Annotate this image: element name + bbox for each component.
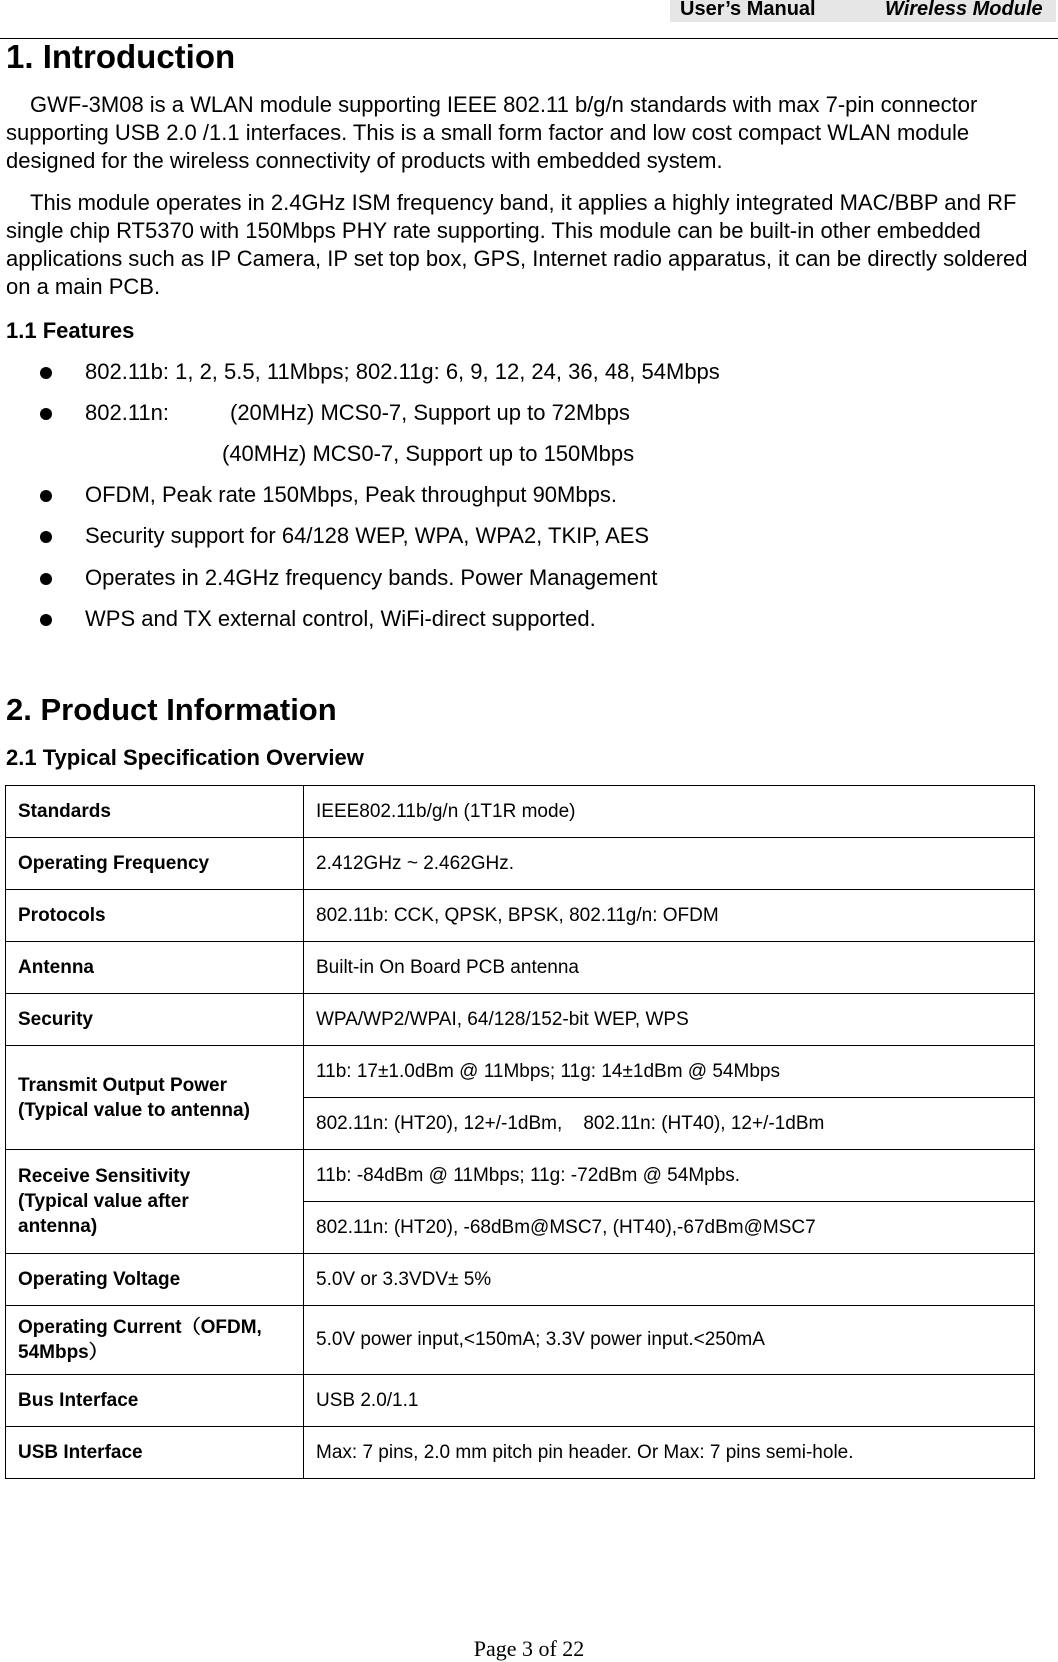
spec-key-line: (Typical value to antenna)	[18, 1099, 250, 1121]
intro-heading: 1. Introduction	[6, 38, 236, 75]
spec-value: Max: 7 pins, 2.0 mm pitch pin header. Or Max: 7 pins semi-hole.	[304, 1427, 1035, 1479]
spec-value: WPA/WP2/WPAI, 64/128/152-bit WEP, WPS	[304, 994, 1035, 1046]
spec-key	[6, 1306, 304, 1375]
table-row	[6, 890, 1035, 942]
spec-value: Built-in On Board PCB antenna	[304, 942, 1035, 994]
table-row	[6, 1254, 1035, 1306]
spec-key-line: antenna)	[18, 1216, 98, 1237]
spec-subheading: 2.1 Typical Specification Overview	[6, 745, 364, 770]
spec-value: 802.11b: CCK, QPSK, BPSK, 802.11g/n: OFDM	[304, 890, 1035, 942]
spec-key-line: 54Mbps）	[18, 1342, 108, 1363]
table-row	[6, 1046, 1035, 1098]
spec-key-line: Operating Current（OFDM,	[18, 1317, 262, 1338]
feature-text-20mhz: (20MHz) MCS0-7, Support up to 72Mbps	[230, 400, 630, 425]
table-row	[6, 1150, 1035, 1202]
feature-text: 802.11b: 1, 2, 5.5, 11Mbps; 802.11g: 6, 9, 12, 24, 36, 48, 54Mbps	[85, 359, 720, 384]
bullet-dot-icon	[40, 573, 52, 585]
spec-key	[6, 1150, 304, 1254]
spec-key: USB Interface	[6, 1427, 304, 1479]
table-row	[6, 994, 1035, 1046]
table-row	[6, 1375, 1035, 1427]
page-header	[0, 0, 1058, 39]
spec-key: Operating Voltage	[6, 1254, 304, 1306]
page-number: Page 3 of 22	[473, 1636, 585, 1661]
table-row	[6, 1306, 1035, 1375]
spec-value: 11b: 17±1.0dBm @ 11Mbps; 11g: 14±1dBm @ 54Mbps	[304, 1046, 1035, 1098]
spec-value: 5.0V power input,<150mA; 3.3V power input.<250mA	[304, 1306, 1035, 1375]
spec-key	[6, 1046, 304, 1150]
spec-key: Security	[6, 994, 304, 1046]
table-row	[6, 1427, 1035, 1479]
feature-text: Security support for 64/128 WEP, WPA, WPA2, TKIP, AES	[85, 523, 650, 548]
bullet-dot-icon	[40, 490, 52, 502]
bullet-dot-icon	[40, 408, 52, 420]
spec-table	[5, 785, 1035, 1479]
spec-key: Standards	[6, 786, 304, 838]
features-heading: 1.1 Features	[6, 318, 135, 343]
bullet-dot-icon	[40, 367, 52, 379]
bullet-dot-icon	[40, 531, 52, 543]
table-row	[6, 942, 1035, 994]
header-module-title: Wireless Module	[885, 0, 1043, 20]
feature-text: WPS and TX external control, WiFi-direct supported.	[85, 606, 596, 631]
spec-key: Bus Interface	[6, 1375, 304, 1427]
header-manual-title: User’s Manual	[680, 0, 816, 20]
spec-value: 5.0V or 3.3VDV± 5%	[304, 1254, 1035, 1306]
spec-key-line: Transmit Output Power	[18, 1074, 228, 1096]
intro-paragraph-2: This module operates in 2.4GHz ISM frequency band, it applies a highly integrated MAC/BBP and RF single chip RT5370 with 150Mbps PHY rate supporting. This module can be built-in other embedded applications such as IP Camera, IP set top box, GPS, Internet radio apparatus, it can be directly soldered on a main PCB.	[6, 190, 1028, 299]
spec-value: 802.11n: (HT20), 12+/-1dBm, 802.11n: (HT40), 12+/-1dBm	[304, 1098, 1035, 1150]
spec-key: Operating Frequency	[6, 838, 304, 890]
spec-value: IEEE802.11b/g/n (1T1R mode)	[304, 786, 1035, 838]
feature-text: Operates in 2.4GHz frequency bands. Power Management	[85, 565, 658, 590]
feature-text: 802.11n:	[85, 400, 170, 425]
spec-value: USB 2.0/1.1	[304, 1375, 1035, 1427]
table-row	[6, 786, 1035, 838]
spec-value: 11b: -84dBm @ 11Mbps; 11g: -72dBm @ 54Mpbs.	[304, 1150, 1035, 1202]
feature-text: OFDM, Peak rate 150Mbps, Peak throughput 90Mbps.	[85, 482, 617, 507]
spec-value: 2.412GHz ~ 2.462GHz.	[304, 838, 1035, 890]
product-heading: 2. Product Information	[6, 692, 337, 727]
feature-text-40mhz: (40MHz) MCS0-7, Support up to 150Mbps	[222, 441, 635, 466]
bullet-dot-icon	[40, 614, 52, 626]
spec-value: 802.11n: (HT20), -68dBm@MSC7, (HT40),-67dBm@MSC7	[304, 1202, 1035, 1254]
table-row	[6, 838, 1035, 890]
spec-key: Protocols	[6, 890, 304, 942]
spec-key-line: Receive Sensitivity	[18, 1166, 191, 1187]
spec-key: Antenna	[6, 942, 304, 994]
intro-paragraph-1: GWF-3M08 is a WLAN module supporting IEEE 802.11 b/g/n standards with max 7-pin connector supporting USB 2.0 /1.1 interfaces. This is a small form factor and low cost compact WLAN module designed for the wireless connectivity of products with embedded system.	[6, 92, 978, 173]
spec-key-line: (Typical value after	[18, 1191, 189, 1212]
